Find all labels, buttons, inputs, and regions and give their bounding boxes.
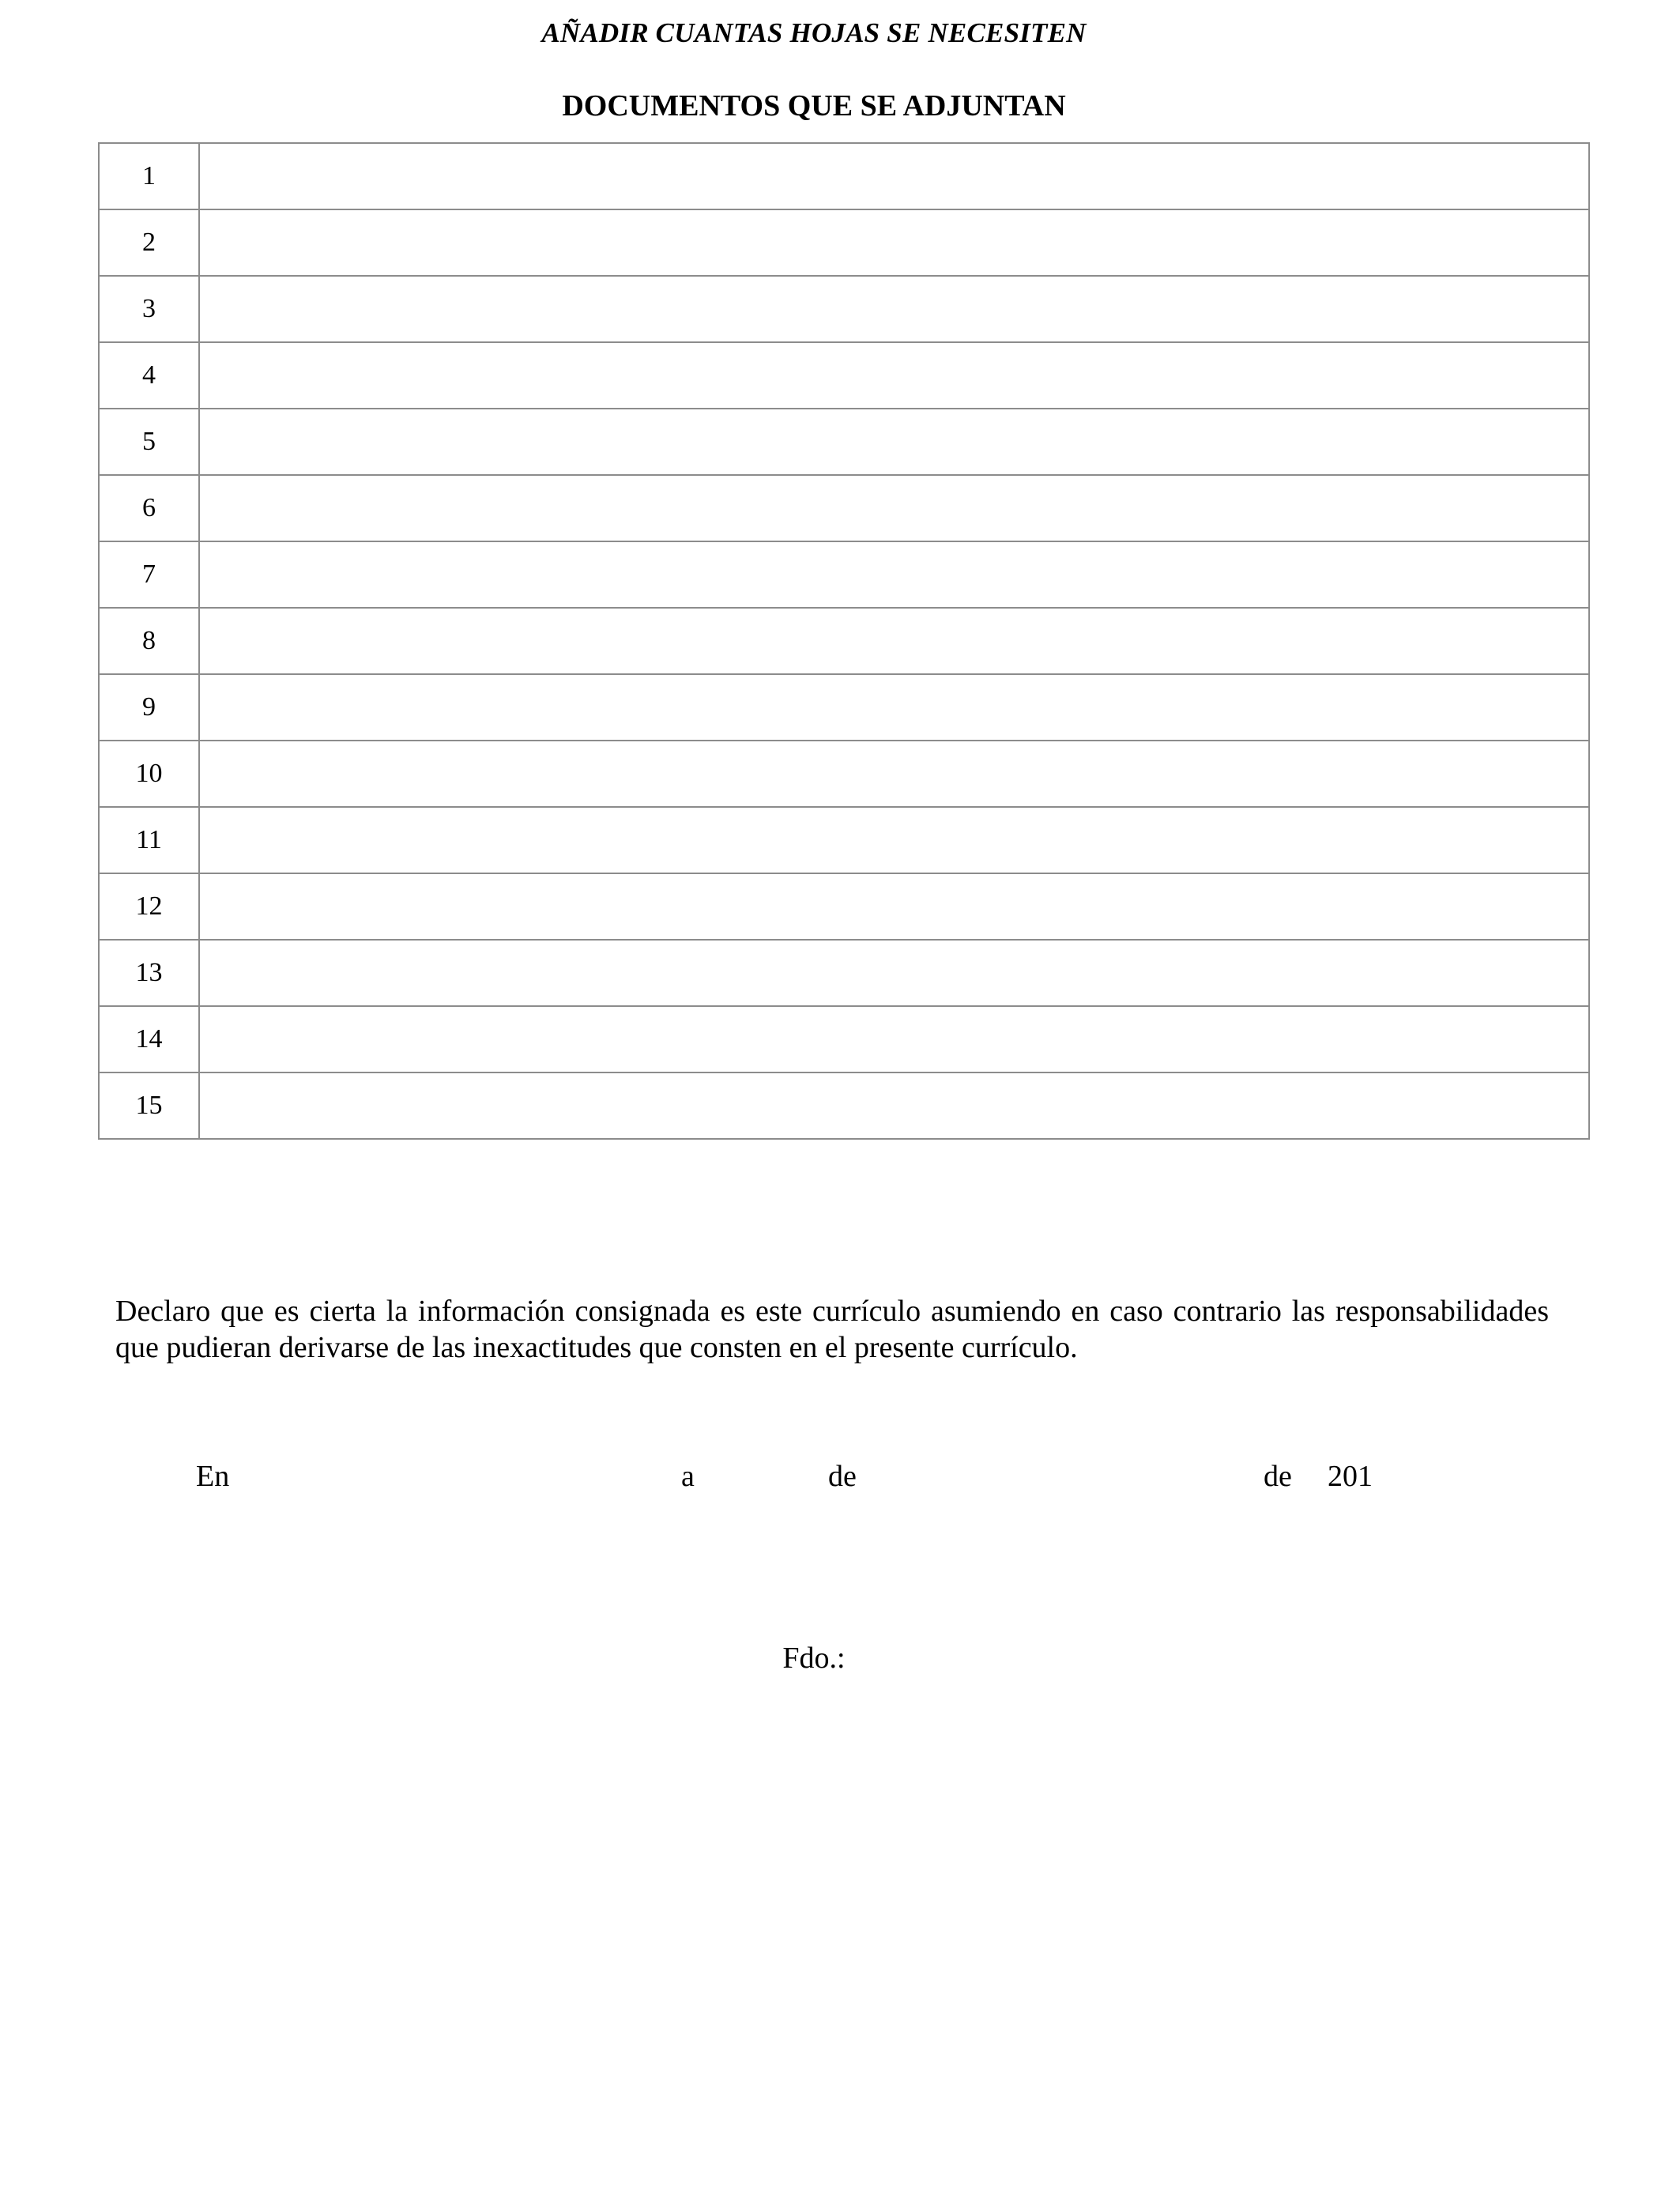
table-row <box>99 674 1589 741</box>
document-description-cell[interactable] <box>199 1072 1589 1139</box>
row-number: 11 <box>99 807 199 873</box>
row-number: 3 <box>99 276 199 342</box>
document-description-cell[interactable] <box>199 342 1589 409</box>
date-month-label: de <box>828 1460 857 1493</box>
table-row <box>99 1072 1589 1139</box>
document-description-cell[interactable] <box>199 409 1589 475</box>
table-row <box>99 209 1589 276</box>
document-description-cell[interactable] <box>199 608 1589 674</box>
attached-documents-table <box>98 142 1590 1140</box>
document-description-cell[interactable] <box>199 276 1589 342</box>
row-number: 8 <box>99 608 199 674</box>
table-row <box>99 475 1589 541</box>
row-number: 2 <box>99 209 199 276</box>
signature-label: Fdo.: <box>782 1642 846 1675</box>
row-number: 4 <box>99 342 199 409</box>
row-number: 9 <box>99 674 199 741</box>
table-row <box>99 940 1589 1006</box>
table-row <box>99 741 1589 807</box>
document-description-cell[interactable] <box>199 541 1589 608</box>
row-number: 14 <box>99 1006 199 1072</box>
table-row <box>99 807 1589 873</box>
table-row <box>99 276 1589 342</box>
row-number: 5 <box>99 409 199 475</box>
row-number: 7 <box>99 541 199 608</box>
table-row <box>99 608 1589 674</box>
row-number: 15 <box>99 1072 199 1139</box>
row-number: 12 <box>99 873 199 940</box>
row-number: 10 <box>99 741 199 807</box>
document-description-cell[interactable] <box>199 143 1589 209</box>
row-number: 1 <box>99 143 199 209</box>
date-year-label: de <box>1264 1460 1292 1493</box>
document-description-cell[interactable] <box>199 741 1589 807</box>
declaration-text: Declaro que es cierta la información consignada es este currículo asumiendo en caso contrario las responsabilidades que pudieran derivarse de las inexactitudes que consten en el presente currículo. <box>115 1295 1549 1364</box>
table-row <box>99 873 1589 940</box>
table-row <box>99 409 1589 475</box>
table-row <box>99 143 1589 209</box>
date-day-label: a <box>681 1460 695 1493</box>
document-description-cell[interactable] <box>199 1006 1589 1072</box>
table-row <box>99 541 1589 608</box>
row-number: 6 <box>99 475 199 541</box>
document-description-cell[interactable] <box>199 807 1589 873</box>
instruction-note: AÑADIR CUANTAS HOJAS SE NECESITEN <box>541 17 1087 48</box>
document-description-cell[interactable] <box>199 475 1589 541</box>
document-description-cell[interactable] <box>199 873 1589 940</box>
document-description-cell[interactable] <box>199 940 1589 1006</box>
table-row <box>99 1006 1589 1072</box>
date-year-value: 201 <box>1328 1460 1373 1493</box>
row-number: 13 <box>99 940 199 1006</box>
page-title: DOCUMENTOS QUE SE ADJUNTAN <box>562 89 1066 123</box>
document-description-cell[interactable] <box>199 209 1589 276</box>
table-row <box>99 342 1589 409</box>
date-place-label: En <box>196 1460 230 1493</box>
document-description-cell[interactable] <box>199 674 1589 741</box>
